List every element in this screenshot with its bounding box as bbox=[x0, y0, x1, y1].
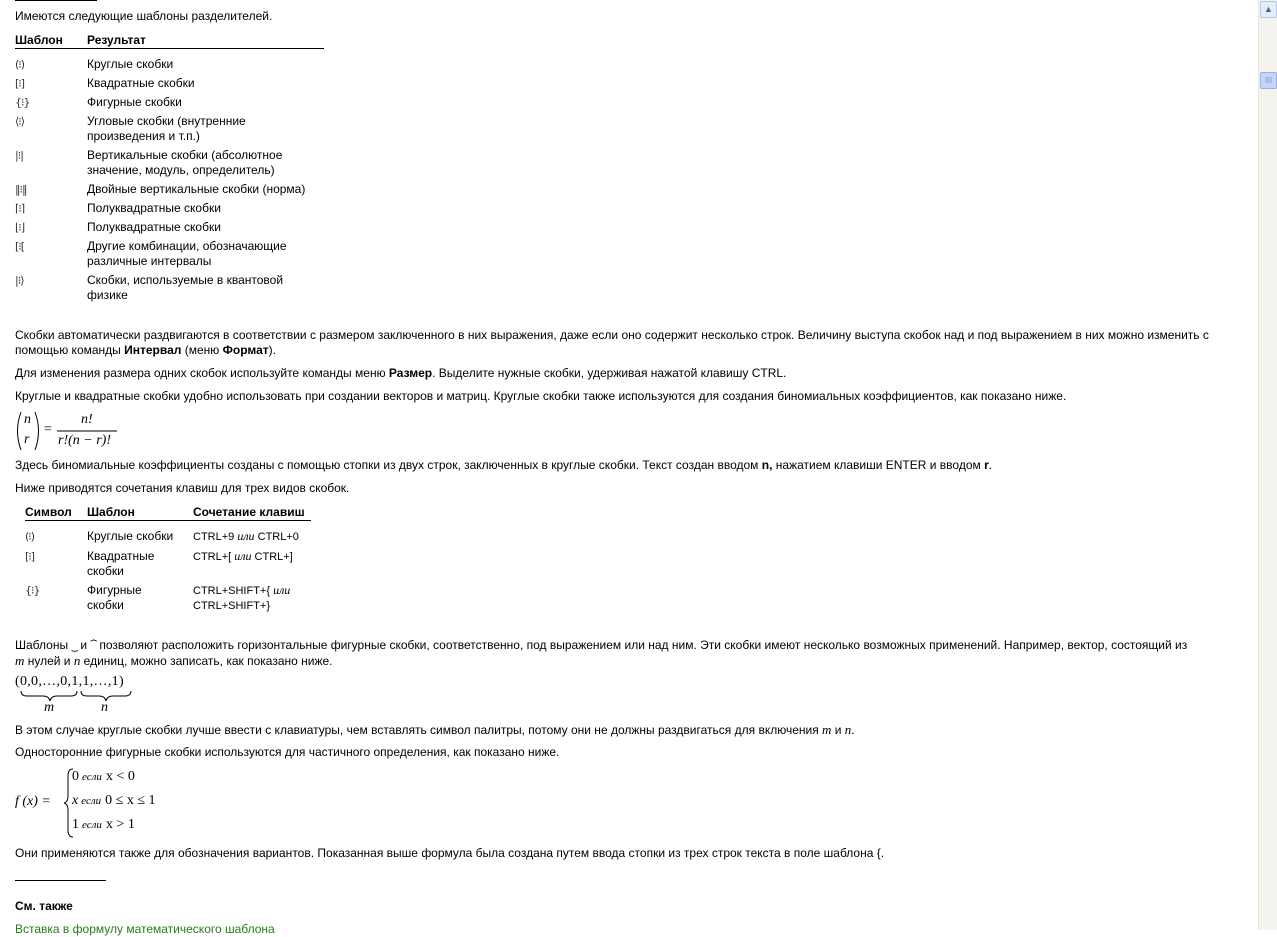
template-result-text: Вертикальные скобки (абсолютное bbox=[87, 148, 283, 162]
template-result-text: Полуквадратные скобки bbox=[87, 220, 221, 234]
shortcut-row bbox=[25, 545, 311, 579]
piecewise-case: 1 если x > 1 bbox=[72, 817, 135, 832]
template-result-text: произведения и т.п.) bbox=[87, 129, 200, 143]
paragraph-vectors: Круглые и квадратные скобки удобно использовать при создании векторов и матриц. Круглые скобки также используются для создания биномиальных коэффициентов, как показано ниже. bbox=[15, 389, 1067, 403]
template-result-text: Угловые скобки (внутренние bbox=[87, 114, 246, 128]
binom-denominator: r!(n − r)! bbox=[58, 433, 111, 448]
delimiter-template-icon[interactable]: (⁝) bbox=[25, 530, 35, 543]
col-header-result: Результат bbox=[87, 32, 324, 49]
binom-numerator: n! bbox=[81, 412, 93, 427]
shortcut-keys: CTRL+9 или CTRL+0 bbox=[193, 529, 299, 543]
template-result-text: Другие комбинации, обозначающие bbox=[87, 239, 287, 253]
shortcut-template-name: скобки bbox=[87, 564, 124, 578]
see-also-link[interactable]: Вставка в формулу математического шаблона bbox=[15, 922, 275, 936]
intro-text: Имеются следующие шаблоны разделителей. bbox=[15, 9, 273, 23]
paragraph-keyboard-parens: В этом случае круглые скобки лучше ввести с клавиатуры, чем вставлять символ палитры, потому они не должны раздвигаться для включения m и n. bbox=[15, 722, 855, 737]
paragraph-binom-explain: Здесь биномиальные коэффициенты созданы с помощью стопки из двух строк, заключенных в круглые скобки. Текст создан вводом n, нажатием клавиши ENTER и вводом r. bbox=[15, 458, 993, 472]
underbrace-template-icon[interactable]: ⏟ bbox=[71, 639, 78, 652]
piecewise-case: x если 0 ≤ x ≤ 1 bbox=[72, 793, 156, 808]
vector-label-n: n bbox=[101, 700, 108, 715]
col-header-template: Шаблон bbox=[15, 32, 87, 49]
template-result-text: значение, модуль, определитель) bbox=[87, 163, 275, 177]
piecewise-lhs: f (x) = bbox=[15, 794, 51, 809]
delimiter-template-icon[interactable]: {⁝} bbox=[25, 584, 40, 597]
binom-top: n bbox=[24, 412, 31, 427]
shortcut-keys: CTRL+SHIFT+} bbox=[193, 600, 271, 612]
paragraph-horizontal-braces: Шаблоны ⏟ и ⏞ позволяют расположить горизонтальные фигурные скобки, соответственно, под выражением или над ним. Эти скобки имеют несколько возможных применений. Например, вектор, состоящий из m нулей и n единиц, можно записать, как показано ниже. bbox=[15, 638, 1188, 668]
vector-expression: (0,0,…,0,1,1,…,1) bbox=[15, 674, 124, 689]
piecewise-case: 0 если x < 0 bbox=[72, 769, 135, 784]
templates-table bbox=[15, 32, 324, 303]
template-result-text: Фигурные скобки bbox=[87, 95, 182, 109]
template-row bbox=[15, 269, 324, 303]
template-row bbox=[15, 178, 324, 197]
delimiter-template-icon[interactable]: [⁝] bbox=[15, 77, 25, 90]
template-result-text: Круглые скобки bbox=[87, 57, 174, 71]
shortcut-template-name: Квадратные bbox=[87, 549, 155, 563]
paragraph-shortcuts-intro: Ниже приводятся сочетания клавиш для трех видов скобок. bbox=[15, 481, 350, 495]
overbrace-template-icon[interactable]: ⏞ bbox=[90, 639, 96, 652]
col-header-template: Шаблон bbox=[87, 504, 193, 521]
template-row bbox=[15, 197, 324, 216]
shortcut-template-name: Фигурные bbox=[87, 583, 142, 597]
arrow-up-icon: ▲ bbox=[1264, 4, 1273, 14]
shortcut-row bbox=[25, 579, 311, 614]
shortcut-keys: CTRL+SHIFT+{ или bbox=[193, 583, 291, 597]
vector-underbraces bbox=[15, 689, 145, 709]
vector-label-m: m bbox=[44, 700, 55, 715]
template-row bbox=[15, 49, 324, 73]
grip-icon bbox=[1261, 73, 1276, 88]
template-result-text: физике bbox=[87, 288, 128, 302]
delimiter-template-icon[interactable]: ⟨⁝⟩ bbox=[15, 115, 25, 128]
vector-formula bbox=[15, 674, 145, 716]
shortcut-template-name: скобки bbox=[87, 598, 124, 612]
shortcut-keys: CTRL+[ или CTRL+] bbox=[193, 549, 293, 563]
template-result-text: Полуквадратные скобки bbox=[87, 201, 221, 215]
template-row bbox=[15, 235, 324, 269]
delimiter-template-icon[interactable]: [⁝[ bbox=[15, 240, 25, 253]
binom-bottom: r bbox=[24, 432, 30, 447]
paragraph-one-sided: Односторонние фигурные скобки используются для частичного определения, как показано ниже. bbox=[15, 745, 560, 759]
see-also-heading: См. также bbox=[15, 899, 73, 913]
vertical-scrollbar[interactable] bbox=[1258, 0, 1277, 930]
template-row bbox=[15, 110, 324, 144]
delimiter-template-icon[interactable]: (⁝) bbox=[15, 58, 25, 71]
template-row bbox=[15, 216, 324, 235]
delimiter-template-icon[interactable]: [⁝] bbox=[25, 550, 35, 563]
paragraph-size: Для изменения размера одних скобок используйте команды меню Размер. Выделите нужные скобки, удерживая нажатой клавишу CTRL. bbox=[15, 366, 787, 380]
shortcut-row bbox=[25, 521, 311, 546]
delimiter-template-icon[interactable]: ‖⁝‖ bbox=[15, 183, 27, 196]
shortcut-template-name: Круглые скобки bbox=[87, 529, 174, 543]
binomial-formula bbox=[15, 410, 135, 454]
template-result-text: различные интервалы bbox=[87, 254, 212, 268]
piecewise-formula bbox=[15, 766, 185, 838]
scroll-thumb[interactable] bbox=[1260, 72, 1277, 89]
paragraph-auto-resize: Скобки автоматически раздвигаются в соответствии с размером заключенного в них выражения, даже если оно содержит несколько строк. Величину выступа скобок над и под выражением в них можно изменить с помощью команды Интервал (меню Формат). bbox=[15, 328, 1209, 357]
col-header-symbol: Символ bbox=[25, 504, 87, 521]
template-row bbox=[15, 144, 324, 178]
binom-equals: = bbox=[44, 422, 52, 437]
template-result-text: Скобки, используемые в квантовой bbox=[87, 273, 284, 287]
template-row bbox=[15, 91, 324, 110]
template-result-text: Двойные вертикальные скобки (норма) bbox=[87, 182, 306, 196]
see-also-divider bbox=[15, 880, 106, 881]
delimiter-template-icon[interactable]: ⌈⁝⌉ bbox=[15, 202, 25, 215]
scroll-up-button[interactable] bbox=[1260, 1, 1277, 18]
delimiter-template-icon[interactable]: ⌊⁝⌋ bbox=[15, 221, 25, 234]
delimiter-template-icon[interactable]: |⁝| bbox=[15, 149, 23, 162]
col-header-shortcut: Сочетание клавиш bbox=[193, 504, 311, 521]
template-row bbox=[15, 72, 324, 91]
paragraph-variants: Они применяются также для обозначения вариантов. Показанная выше формула была создана путем ввода стопки из трех строк текста в поле шаблона {. bbox=[15, 846, 885, 860]
top-divider bbox=[15, 0, 97, 1]
delimiter-template-icon[interactable]: {⁝} bbox=[15, 96, 30, 109]
template-result-text: Квадратные скобки bbox=[87, 76, 195, 90]
shortcuts-table bbox=[25, 504, 311, 614]
delimiter-template-icon[interactable]: |⁝⟩ bbox=[15, 274, 24, 287]
